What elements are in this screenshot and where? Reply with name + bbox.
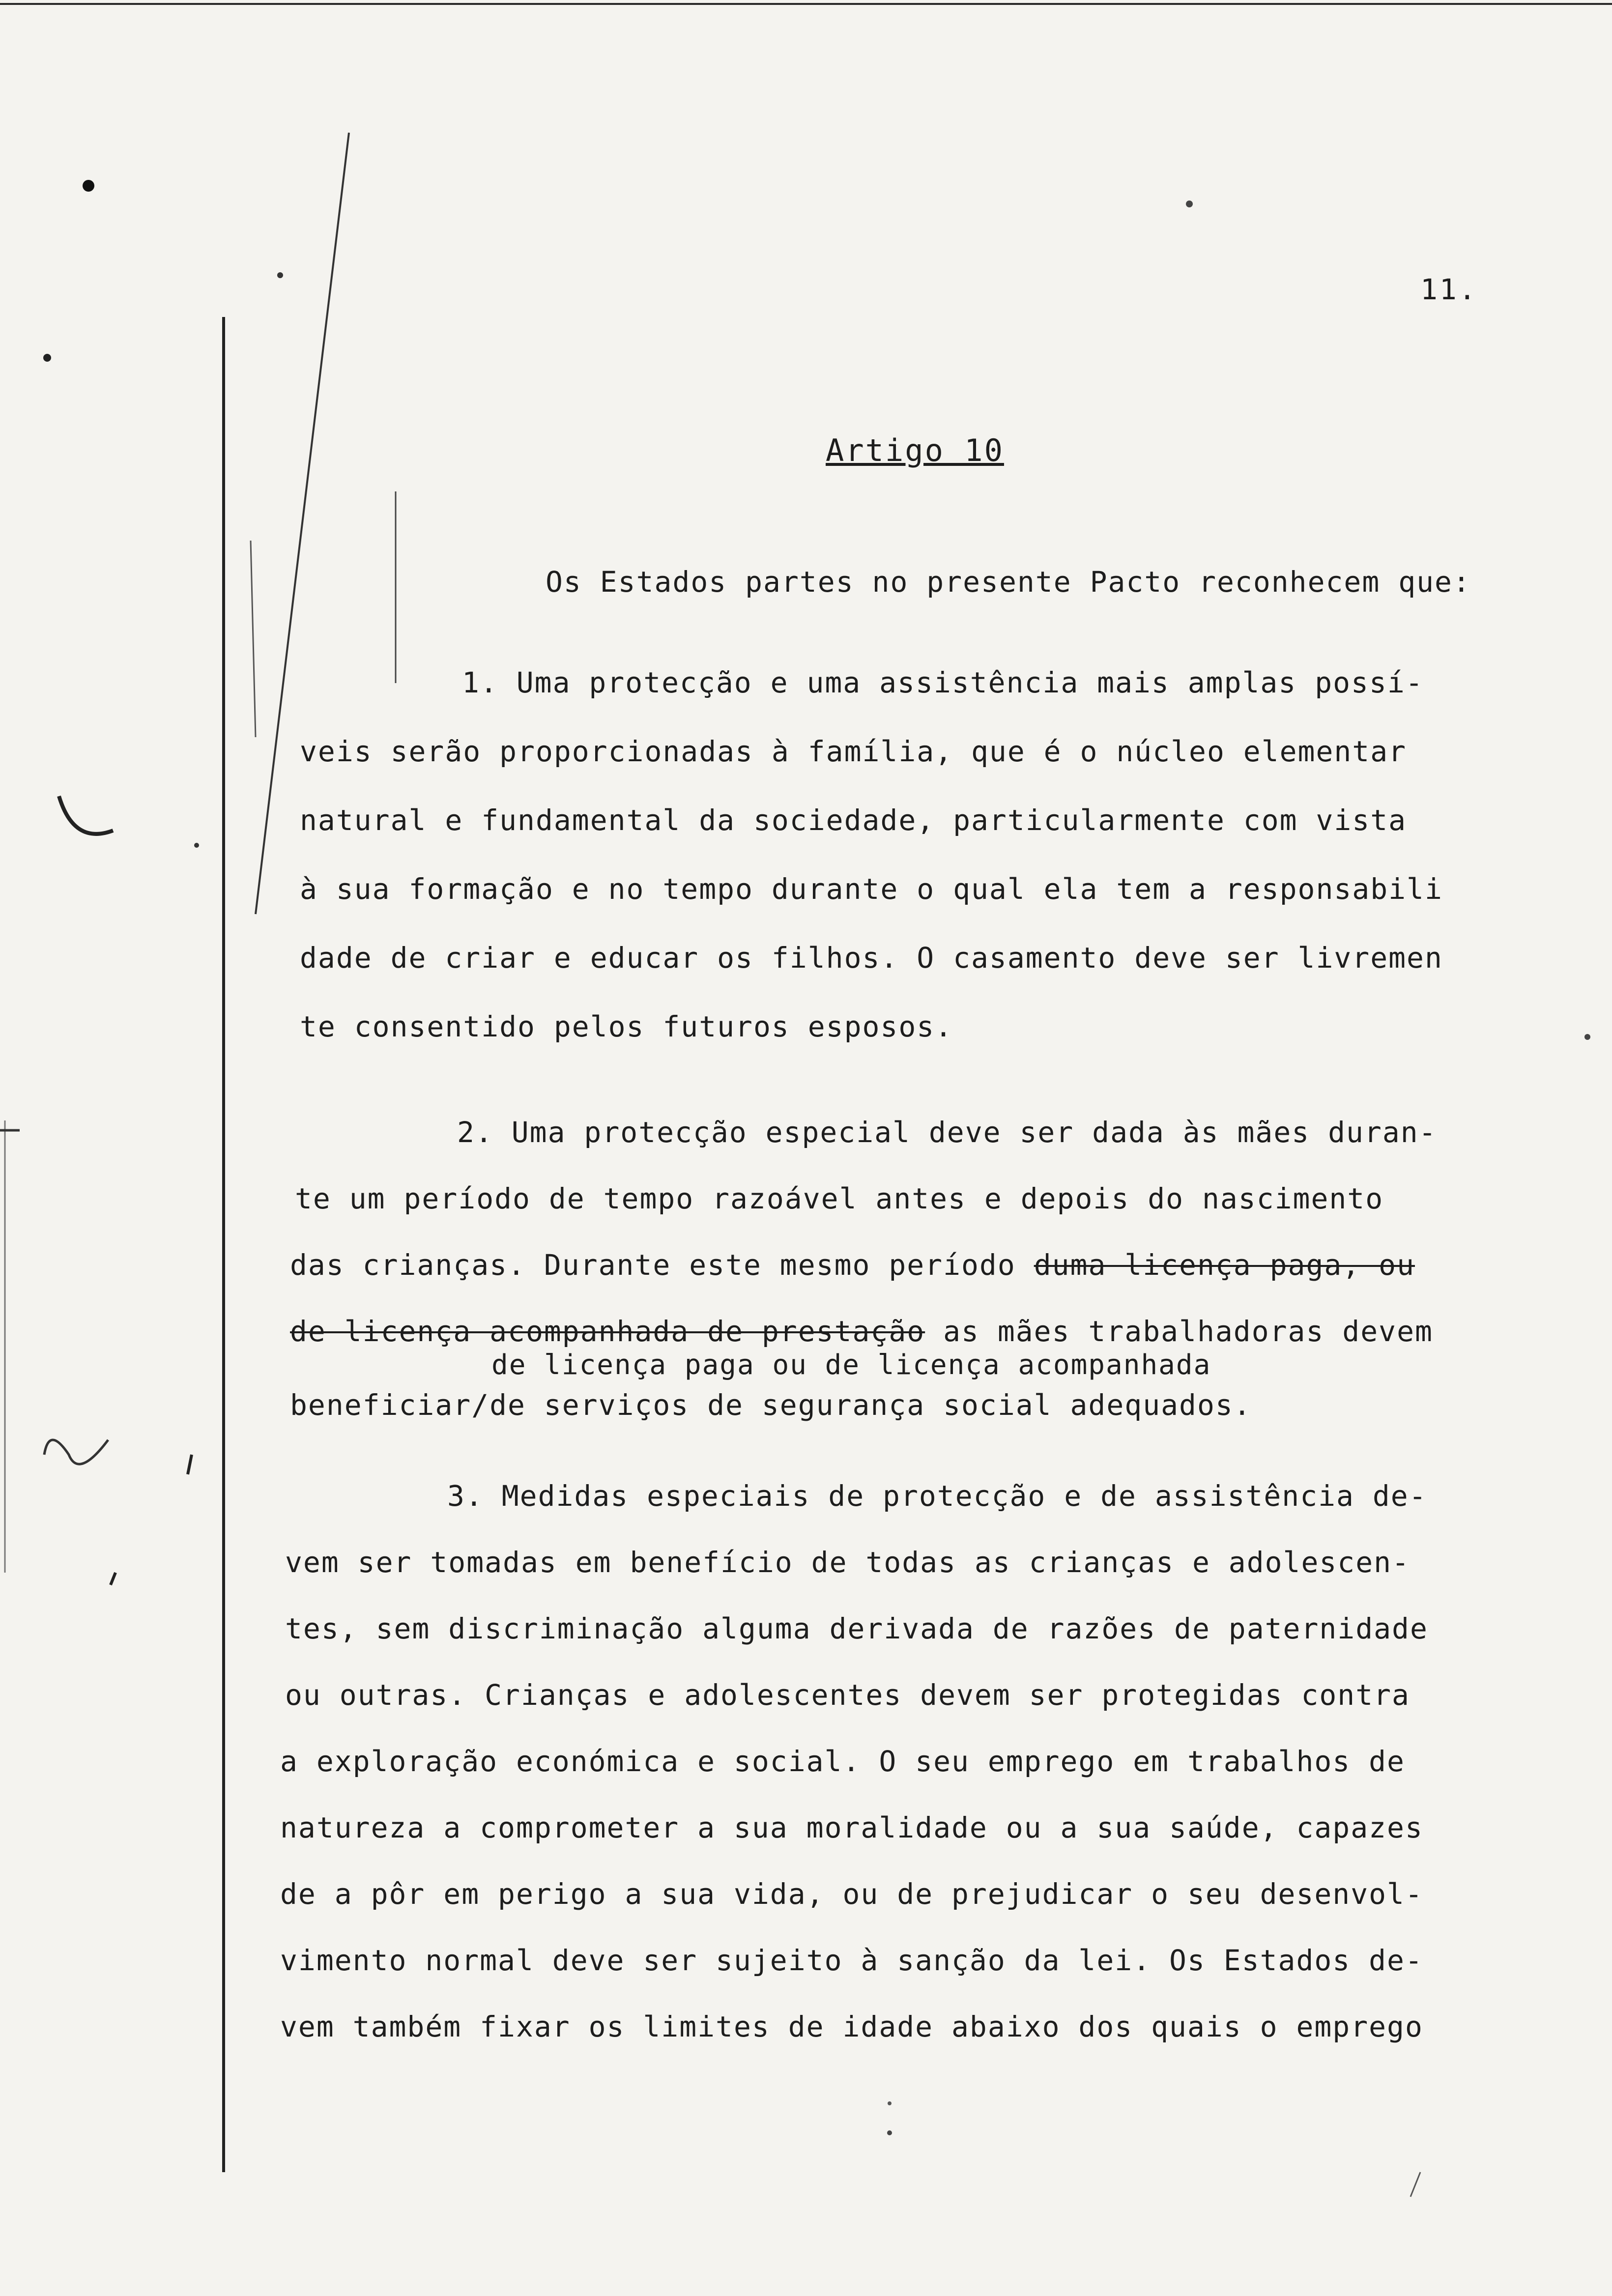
- paragraph-3-line-1: 3. Medidas especiais de protecção e de assistência de-: [447, 1479, 1427, 1513]
- paragraph-2-line-4: [290, 1315, 1433, 1348]
- intro-line: Os Estados partes no presente Pacto reconhecem que:: [546, 565, 1471, 599]
- paragraph-3-line-9: vem também fixar os limites de idade abaixo dos quais o emprego: [280, 2010, 1423, 2043]
- paragraph-2-line-4-text: as mães trabalhadoras devem: [925, 1315, 1433, 1348]
- paragraph-1-line-6: te consentido pelos futuros esposos.: [300, 1010, 953, 1043]
- paragraph-3-line-3: tes, sem discriminação alguma derivada de razões de paternidade: [285, 1612, 1428, 1645]
- paragraph-3-line-6: natureza a comprometer a sua moralidade ou a sua saúde, capazes: [280, 1811, 1423, 1844]
- paragraph-1-line-5: dade de criar e educar os filhos. O casamento deve ser livremen: [300, 941, 1443, 975]
- paragraph-1-line-2: veis serão proporcionadas à família, que é o núcleo elementar: [300, 735, 1407, 768]
- typed-insertion: de licença paga ou de licença acompanhada: [491, 1349, 1211, 1381]
- paragraph-2-line-2: te um período de tempo razoável antes e depois do nascimento: [295, 1182, 1384, 1215]
- paragraph-3-line-4: ou outras. Crianças e adolescentes devem ser protegidas contra: [285, 1678, 1410, 1712]
- paragraph-3-line-5: a exploração económica e social. O seu emprego em trabalhos de: [280, 1745, 1405, 1778]
- paragraph-3-line-2: vem ser tomadas em benefício de todas as crianças e adolescen-: [285, 1546, 1410, 1579]
- paragraph-1-line-3: natural e fundamental da sociedade, particularmente com vista: [300, 804, 1407, 837]
- paragraph-1-line-4: à sua formação e no tempo durante o qual ela tem a responsabili: [300, 872, 1443, 906]
- paragraph-1-line-1: 1. Uma protecção e uma assistência mais amplas possí-: [462, 666, 1424, 699]
- article-title: Artigo 10: [826, 432, 1004, 468]
- paragraph-3-line-7: de a pôr em perigo a sua vida, ou de prejudicar o seu desenvol-: [280, 1877, 1423, 1911]
- struck-text-2: de licença acompanhada de prestação: [290, 1315, 925, 1348]
- paragraph-2-line-1: 2. Uma protecção especial deve ser dada às mães duran-: [457, 1116, 1437, 1149]
- paragraph-2-line-5: beneficiar/de serviços de segurança social adequados.: [290, 1388, 1252, 1422]
- paragraph-2-line-3-text: das crianças. Durante este mesmo período: [290, 1248, 1034, 1282]
- paragraph-2-line-3: [290, 1248, 1415, 1282]
- struck-text-1: duma licença paga, ou: [1034, 1248, 1415, 1282]
- paragraph-3-line-8: vimento normal deve ser sujeito à sanção da lei. Os Estados de-: [280, 1944, 1423, 1977]
- page-number: 11.: [1420, 273, 1478, 306]
